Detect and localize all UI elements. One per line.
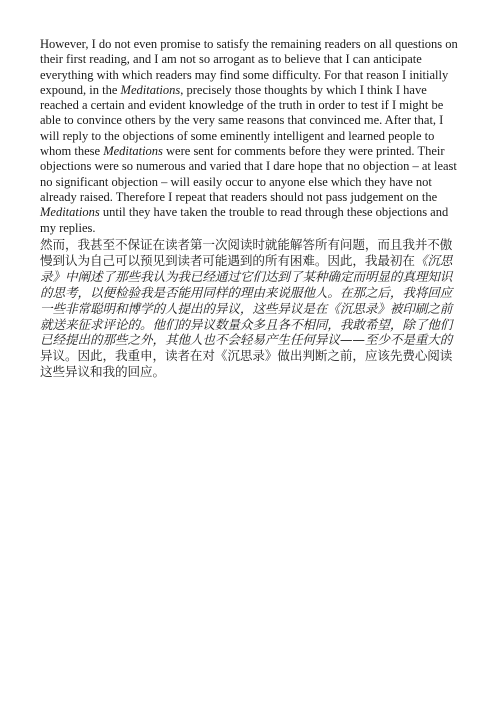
chinese-text-part-3: 异议。因此，我重申，读者在对《沉思录》做出判断之前，应该先费心阅读这些异议和我的回应。 bbox=[40, 348, 453, 380]
chinese-paragraph bbox=[40, 237, 464, 380]
english-text-part-2: , precisely those thoughts by which I think I have reached a certain and evident knowledge of the truth in order to test if I might be able to convince others by the very same reasons that convinced me. After that, I will reply to the objections of some eminently intelligent and learned people to whom these bbox=[40, 82, 444, 159]
english-paragraph bbox=[40, 37, 464, 236]
chinese-text-part-2-italic: 《沉思录》中阐述了那些我认为我已经通过它们达到了某种确定而明显的真理知识的思考，以便检验我是否能用同样的理由来说服他人。在那之后，我将回应一些非常聪明和博学的人提出的异议，这些异议是在《沉思录》被印刷之前就送来征求评论的。他们的异议数量众多且各不相同，我敢希望，除了他们已经提出的那些之外，其他人也不会轻易产生任何异议——至少不是重大的 bbox=[40, 252, 453, 348]
english-text-part-3: were sent for comments before they were printed. Their objections were so numerous and varied that I dare hope that no objection – at least no significant objection – will easily occur to anyone else which they have not already raised. Therefore I repeat that readers should not pass judgement on the bbox=[40, 144, 457, 204]
english-text-part-1: However, I do not even promise to satisfy the remaining readers on all questions on their first reading, and I am not so arrogant as to believe that I can anticipate everything with which readers may find some difficulty. For that reason I initially expound, in the bbox=[40, 37, 458, 97]
english-text-part-4: until they have taken the trouble to read through these objections and my replies. bbox=[40, 205, 449, 235]
book-title-meditations: Meditations bbox=[103, 144, 163, 159]
book-title-meditations: Meditations bbox=[40, 205, 100, 220]
chinese-text-part-1: 然而，我甚至不保证在读者第一次阅读时就能解答所有问题，而且我并不傲慢到认为自己可以预见到读者可能遇到的所有困难。因此，我最初在 bbox=[40, 237, 453, 268]
book-title-meditations: Meditations bbox=[120, 82, 181, 97]
